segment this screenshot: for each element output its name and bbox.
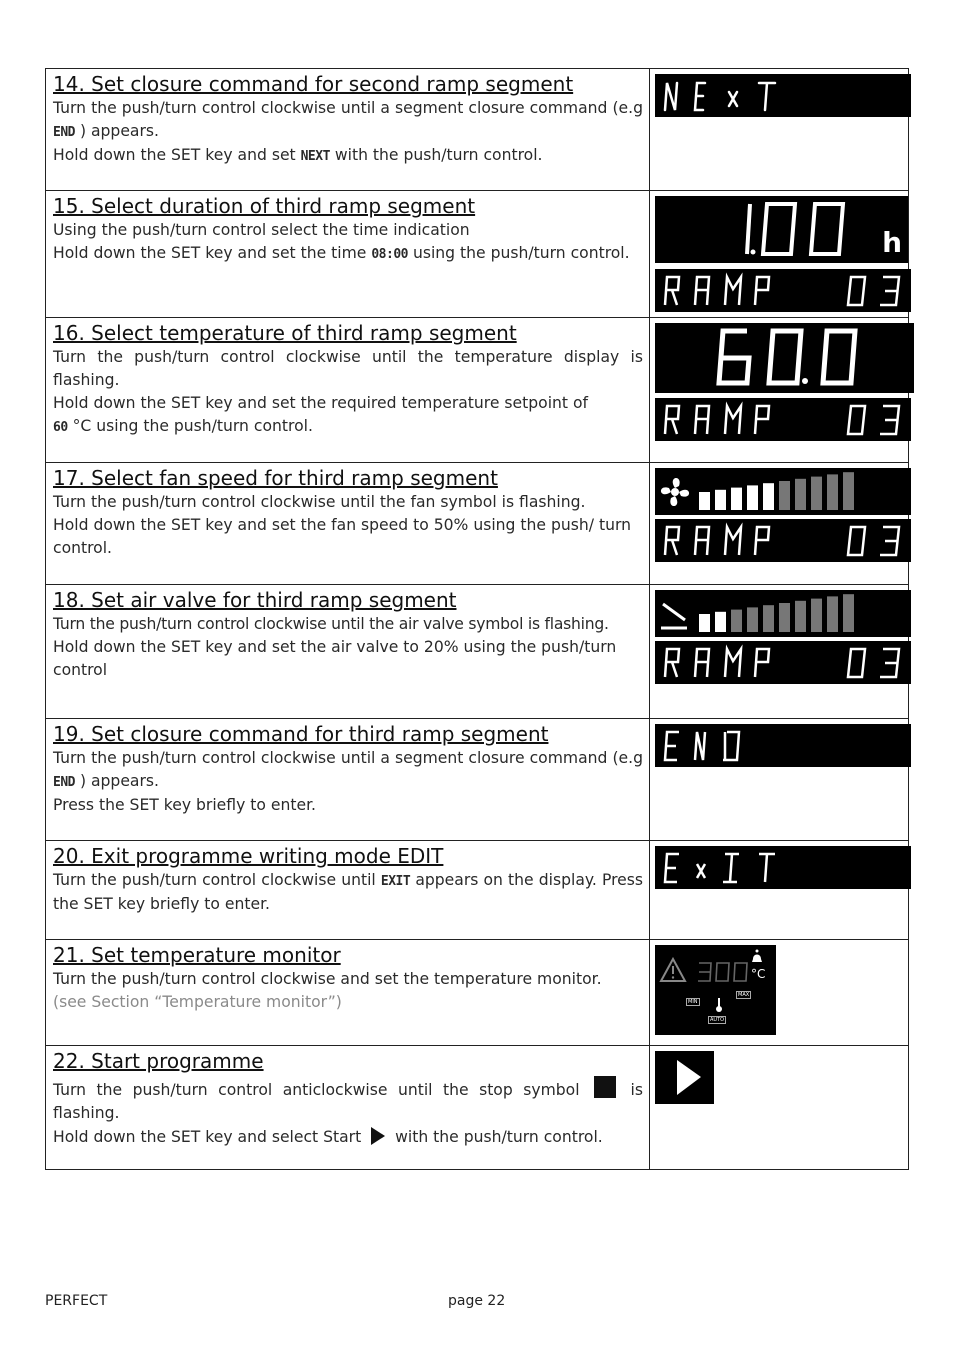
- step-17-text: [46, 463, 650, 585]
- steps-table: [45, 68, 909, 1170]
- step-15-row: [46, 191, 909, 318]
- step-17-line1: Turn the push/turn control clockwise until the fan symbol is flashing.: [53, 493, 586, 511]
- step-18-text: [46, 585, 650, 719]
- step-22-line1b: is flashing.: [53, 1081, 643, 1122]
- step-19-line1b: ) appears.: [74, 772, 159, 790]
- step-20-line1b: appears on the display. Press the SET key briefly to enter.: [53, 871, 643, 913]
- step-20-exit-code: EXIT: [380, 874, 411, 889]
- step-16-line3: °C using the push/turn control.: [67, 417, 313, 435]
- step-16-title: 16. Select temperature of third ramp segment: [53, 321, 517, 345]
- fan-speed-bar: [827, 474, 838, 510]
- step-19-line2: Press the SET key briefly to enter.: [53, 796, 317, 814]
- end-display: [655, 724, 911, 767]
- step-19-display-cell: [650, 719, 909, 841]
- air-valve-display: [655, 590, 911, 637]
- stop-icon: [594, 1076, 616, 1098]
- start-icon: [369, 1125, 387, 1147]
- step-14-row: [46, 69, 909, 191]
- air-valve-bar: [827, 596, 838, 632]
- next-display-segments: [655, 74, 911, 117]
- step-17-row: [46, 463, 909, 585]
- air-valve-bar: [843, 594, 854, 632]
- step-21-title: 21. Set temperature monitor: [53, 943, 341, 967]
- step-21-display-cell: [650, 940, 909, 1046]
- fan-icon: [661, 478, 689, 506]
- celsius-unit: °C: [751, 967, 766, 981]
- fan-speed-bar: [795, 479, 806, 510]
- step-16-line2: Hold down the SET key and set the required temperature setpoint of: [53, 394, 589, 412]
- hour-unit: h: [882, 226, 902, 259]
- step-14-display-cell: [650, 69, 909, 191]
- step-14-end-code: END: [53, 125, 75, 140]
- step-22-line1a: Turn the push/turn control anticlockwise until the stop symbol: [53, 1081, 591, 1099]
- fan-speed-bar: [715, 490, 726, 510]
- air-valve-bar: [715, 612, 726, 632]
- step-21-line2: (see Section “Temperature monitor”): [53, 993, 342, 1011]
- step-14-text: [46, 69, 650, 191]
- fan-speed-bar: [747, 485, 758, 510]
- fan-speed-bar: [763, 483, 774, 510]
- next-display: [655, 74, 911, 117]
- air-valve-bars: [699, 594, 854, 632]
- step-20-title: 20. Exit programme writing mode EDIT: [53, 844, 444, 868]
- min-label: MIN: [688, 999, 698, 1005]
- step-19-title: 19. Set closure command for third ramp segment: [53, 722, 549, 746]
- step-18-line2: Hold down the SET key and set the air valve to 20% using the push/turn control: [53, 638, 617, 679]
- step-20-display-cell: [650, 841, 909, 940]
- step-16-text: [46, 318, 650, 463]
- step-15-title: 15. Select duration of third ramp segment: [53, 194, 476, 218]
- temperature-monitor-display: [655, 945, 776, 1035]
- footer-product-name: PERFECT: [45, 1293, 108, 1309]
- play-icon: [677, 1060, 701, 1095]
- step-17-title: 17. Select fan speed for third ramp segment: [53, 466, 498, 490]
- air-valve-bar: [699, 614, 710, 632]
- step-21-text: [46, 940, 650, 1046]
- step-15-line1: Using the push/turn control select the time indication: [53, 221, 470, 239]
- ramp-display-17: [655, 519, 911, 562]
- fan-speed-bar: [779, 481, 790, 510]
- step-15-line2b: using the push/turn control.: [407, 244, 630, 262]
- air-valve-bar: [763, 605, 774, 632]
- start-display: [655, 1051, 714, 1104]
- step-14-line1b: ) appears.: [74, 122, 159, 140]
- step-22-line2a: Hold down the SET key and select Start: [53, 1128, 367, 1146]
- step-15-line2a: Hold down the SET key and set the time: [53, 244, 372, 262]
- temperature-display: [655, 323, 914, 393]
- fan-speed-bar: [699, 492, 710, 510]
- step-18-title: 18. Set air valve for third ramp segment: [53, 588, 457, 612]
- step-16-row: [46, 318, 909, 463]
- step-22-text: [46, 1046, 650, 1170]
- fan-speed-display: [655, 468, 911, 515]
- fan-speed-bars: [699, 472, 854, 510]
- step-14-line2b: with the push/turn control.: [329, 146, 543, 164]
- step-22-display-cell: [650, 1046, 909, 1170]
- step-22-line2b: with the push/turn control.: [390, 1128, 603, 1146]
- step-22-row: [46, 1046, 909, 1170]
- step-18-line1: Turn the push/turn control clockwise until the air valve symbol is flashing.: [53, 615, 609, 633]
- ramp-display-15: [655, 269, 911, 312]
- max-label: MAX: [738, 992, 750, 998]
- fan-speed-bar: [731, 488, 742, 510]
- auto-label: AUTO: [710, 1017, 725, 1023]
- step-21-line1: Turn the push/turn control clockwise and set the temperature monitor.: [53, 970, 602, 988]
- footer-page-number: page 22: [448, 1293, 506, 1309]
- air-valve-bar: [811, 599, 822, 632]
- step-14-line1a: Turn the push/turn control clockwise until a segment closure command (e.g: [53, 99, 643, 117]
- step-15-display-cell: [650, 191, 909, 318]
- step-14-next-code: NEXT: [300, 149, 330, 164]
- step-19-end-code: END: [53, 775, 75, 790]
- step-14-title: 14. Set closure command for second ramp segment: [53, 72, 574, 96]
- step-20-text: [46, 841, 650, 940]
- air-valve-bar: [731, 610, 742, 632]
- step-22-title: 22. Start programme: [53, 1049, 264, 1073]
- air-valve-icon: [661, 604, 687, 628]
- step-19-row: [46, 719, 909, 841]
- thermometer-icon: [716, 998, 722, 1012]
- step-18-row: [46, 585, 909, 719]
- fan-speed-bar: [843, 472, 854, 510]
- bell-icon: [752, 950, 762, 963]
- step-16-display-cell: [650, 318, 909, 463]
- warning-icon: [661, 959, 685, 981]
- step-21-row: [46, 940, 909, 1046]
- air-valve-bar: [779, 603, 790, 632]
- step-16-line1: Turn the push/turn control clockwise until the temperature display is flashing.: [53, 348, 643, 389]
- step-18-display-cell: [650, 585, 909, 719]
- step-19-line1a: Turn the push/turn control clockwise until a segment closure command (e.g: [53, 749, 643, 767]
- step-17-display-cell: [650, 463, 909, 585]
- time-display: [655, 196, 908, 263]
- step-15-text: [46, 191, 650, 318]
- exit-display: [655, 846, 911, 889]
- step-20-line1a: Turn the push/turn control clockwise until: [53, 871, 381, 889]
- air-valve-bar: [795, 601, 806, 632]
- air-valve-bar: [747, 607, 758, 632]
- step-15-time-code: 08:00: [371, 247, 408, 262]
- step-20-row: [46, 841, 909, 940]
- step-16-temp-code: 60: [53, 420, 68, 435]
- step-19-text: [46, 719, 650, 841]
- step-17-line2: Hold down the SET key and set the fan speed to 50% using the push/ turn control.: [53, 516, 631, 557]
- step-14-line2a: Hold down the SET key and set: [53, 146, 301, 164]
- ramp-display-18: [655, 641, 911, 684]
- fan-speed-bar: [811, 477, 822, 510]
- ramp-display-16: [655, 398, 911, 441]
